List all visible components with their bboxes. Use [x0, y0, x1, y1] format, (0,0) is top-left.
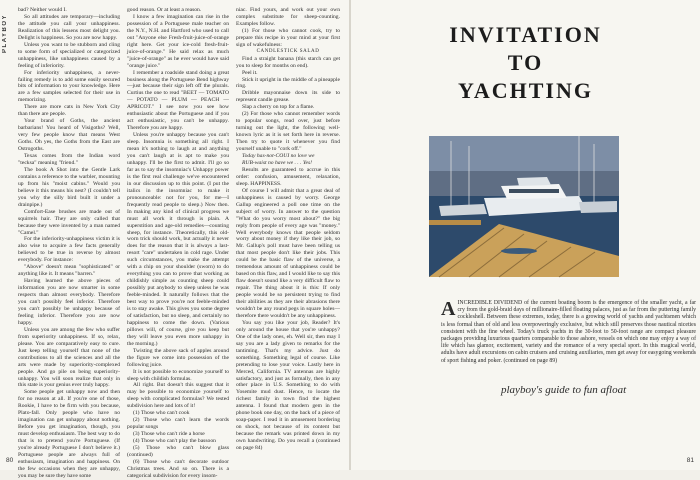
article-intro [441, 300, 696, 365]
paragraph: Slap a cherry on top for a flame. [242, 104, 315, 111]
drop-cap: A [441, 298, 456, 320]
paragraph: (1) For those who cannot cook, try to prepare this recipe in your mind at your first sign of wakefulness: [236, 27, 340, 48]
paragraph: Texas comes from the Indian word "tecksa" meaning "friend." [18, 153, 120, 166]
paragraph: Stick it upright in the middle of a pineapple ring. [236, 76, 340, 90]
article-title-line-1: INVITATION [449, 22, 602, 47]
paragraph: For inferiority unhappiness, a never-failing remedy is to add some easily secured bits of information to your knowledge. Here are a few samples selected for their use in memorizing. [18, 69, 120, 104]
paragraph: I remember a roadside stand doing a great business along the Portuguese Bend highway—just because their sign left off the plurals. Curtius the one to read "BEET — TOMATO — POTATO — PLUM — PEACH — APRICOT." I see now you see how enthusiastic about the Portuguese and if you act enthusiastic, you can't be unhappy. Therefore you are happy. [127, 69, 229, 132]
left-column-2 [127, 7, 229, 479]
paragraph: good reason. Or at least a reason. [127, 7, 202, 13]
paragraph: (2) For those who cannot remember words to popular songs, read over, just before turning out the light, the following well-known lyric as it is set forth here in reverse. Then try to quote it whenever you find yourself unable to "cork off." [236, 111, 340, 153]
paragraph: So all attitudes are temporary—including the attitude you call your unhappiness. Realization of this lessens most delight you. Delight is happiness. So you are now happy. [18, 13, 120, 41]
paragraph: Twisting the above sack of apples around the figure we come into possession of the following juice. [127, 347, 229, 368]
paragraph: Some people get unhappy now and then for no reason at all. If you're one of those, Rookie, I have to be firm with you because, Plato-fall. Only people who have no imagination can get unhappy about nothing. Before you get imagination, though, you must develop enthusiasm. The best way to do that is to pretend you're Portuguese. (If you're already Portuguese I don't believe it.) Portuguese people are always full of enthusiasm, imagination and happiness. On the few occasions when they are unhappy, you may be sure they have some [18, 389, 120, 479]
paragraph: There are more cats in New York City than there are people. [18, 104, 120, 118]
paragraph: All right. But doesn't this suggest that it may be possible to economize yourself to sleep with complicated formulas? We tested subdivision here and lots of it! [127, 382, 229, 410]
paragraph: Your brand of Goths, the ancient barbarians! You heard of Visigoths? Well, very few people know that means West Goths. Oh yes, the Goths from the East are Ostrogoths. [18, 118, 120, 153]
yacht-harbor-photo [429, 136, 619, 277]
page-number-right: 81 [686, 457, 694, 464]
right-page [351, 0, 700, 470]
left-page [0, 0, 349, 479]
list-item: (1) Those who can't cook [133, 410, 190, 417]
left-column-1 [18, 7, 120, 479]
paragraph: Of course I will admit that a great deal of unhappiness is caused by worry. George Gallup engineered a poll one time on the subject of worry. In answer to the question "What do you worry most about?" the big reply from people of every age was "money." Well everybody knows that people seldom worry about money if they like their job, so Mr. Gallup's poll must have been telling us that most people don't like their jobs. This could be the basic flaw of the universe, a tremendous amount of unhappiness could be based on this flaw, and I would like to say this flaw doesn't sound like a very difficult flaw to repair. The thing about it is this: If only people would be so persistent trying to find their abilities as they are their abrasions there wouldn't be any round pegs in square holes—therefore there wouldn't be any unhappiness. [236, 187, 340, 319]
paragraph: niac. Find yours, and work out your own complex substitute for sheep-counting. Examples follow. [236, 7, 340, 27]
paragraph: "Above" doesn't mean "sophisticated" or anything like it. It means "barren." [18, 264, 120, 278]
paragraph: Unless you want to be stubborn and cling to some form of specialized or categorized unhappiness, like unhappiness caused by a feeling of inferiority. [18, 41, 120, 69]
left-column-3 [236, 7, 340, 455]
lyric-line: Today has-not-COUI no love we [242, 153, 315, 160]
paragraph: Dribble mayonnaise down its side to represent candle grease. [236, 90, 340, 104]
paragraph: Comfort-Ease brushes are made out of squirrels hair. They are only called that because they were invented by a man named "Camel." [18, 208, 120, 236]
paragraph: Having learned the above pieces of information you are now smarter in some respects than almost everybody. Therefore you can't possibly feel inferior. Therefore you can't possibly be unhappy because of feeling inferior. Therefore you are now happy. [18, 278, 120, 326]
magazine-vertical-label: PLAYBOY [2, 14, 8, 53]
list-item: (5) Those who can't blow glass (continued) [127, 445, 229, 458]
list-item: (4) Those who can't play the bassoon [133, 438, 216, 445]
list-item: (2) Those who can't learn the words popular songs [127, 417, 229, 431]
article-title-line-2: TO [507, 50, 544, 75]
article-body-text: INCREDIBLE DIVIDEND of the current boating boom is the emergence of the smaller yacht, a far cry from the gold-braid days of millionaire-filled floating palaces, just as far from the puttering family cockleshell. Between these extremes, today, there is a growing world of yachts and yachtsmen which is less formal than of old and less overpoweringly exclusive, but which still preserves those nautical niceties consistent with the fine wheel. Today's truck yachts in the 30-foot to 50-foot range are compact pleasure packages providing luxurious quarters comparable to those ashore, vessels on which one may enjoy a way of life which has glamor, excitement, variety and the romance of a very special sport. In this magical world, adults have adult excursions on cabin cruisers and cruising auxiliaries, men get away for easygoing weekends of sport fishing and poker. [441, 300, 696, 364]
paragraph: Peel it. [242, 69, 258, 76]
paragraph: Unless you are among the few who suffer from superiority unhappiness. If so, relax, please. You are comparatively easy to cure. Just keep telling yourself that none of the contributions to all the sciences and all the arts were made by superiority-complexed people. And go pile on being superiority-unhappy. You will soon realize that only in this state is your genius ever truly happy. [18, 326, 120, 389]
recipe-heading: CANDLESTICK SALAD [256, 48, 320, 54]
paragraph: For the inferiority-unhappiness victim it is also wise to acquire a few facts generally believed to be true in reverse by almost everybody. For instance: [18, 236, 120, 264]
paragraph: You say you like your job, Reader? It's only around the house that you're unhappy? One of the lady ones, eh. Well sir, then may I say you are a lady given to remarks for the tantiming. That's my advice. Just do something. Something legal of course. Like pretending to lose your voice. Lastly here in Merced, California. TV antennas are highly satisfactory, and just as formally, then in any other place in U.S. Something to do with Yosemite mud dust. Hence, to locate the richest family in town find the highest antenna. I found that modern gem in the phone book one day, on the back of a piece of soap-paper. I read it in amusement bordering on shock, not because of its content but because the remark was printed down in my own handwriting. Do you recall a (continued on page 84) [236, 319, 340, 452]
page-number-left: 80 [6, 457, 14, 464]
continued-note: (continued on page 89) [503, 357, 558, 364]
yacht-harbor-illustration [429, 136, 619, 277]
paragraph: Results are guaranteed to accrue in this order: confusion, amusement, relaxation, sleep. HAPPINESS. [236, 166, 340, 187]
list-item: (6) Those who can't decorate outdoor Christmas trees. And so on. There is a categorical subdivision for every insom- [127, 458, 229, 479]
article-title-line-3: YACHTING [458, 78, 593, 103]
paragraph: I know a few imagination can rise in the possession of a Portuguese male teacher on the N.Y., N.H. and Hartford who used to call out "Anyone else Fresh-fruit-juice-of-orange right here. Get your ice-cold fresh-fruit-juice-of-orange." He said relax as much "juice-of-orange" as he ever would have said "orange juice." [127, 13, 229, 69]
lyric-line: RUB-waist no have we . . . Yes! [242, 159, 313, 166]
paragraph: bad? Neither would I. [18, 7, 67, 13]
paragraph: Unless you're unhappy because you can't sleep. Insomnia is something all right. I mean it's nothing to laugh at and anything you can't laugh at is apt to make you unhappy. I'll be the first to admit. I'll go so far as to say the insomniac's Unhappy power is the first real challenge we've encountered in our discussion up to this point. (I put the italics in the insomniac to make it pronounceable: not for you, for me—I frequently read people to sleep.) Now then. In making any kind of clinical progress we must all work it through is plain. A superstition and age-old remedies—counting sheep, for instance. Theoretically, this old-worn trick should work, but actually it never does for the reason that it is always a last-resort "care" undertaken in cold rage. Under such circumstances, you make the attempt with a chip on your shoulder (sworn) to do everything you can to prove that working as childishly simple as counting sheep could possibly put anybody to sleep unless he was feeble-minded. It naturally follows that the best way to prove you're not feeble-minded is to stay awake. This gives you some degree of satisfaction, but no sleep, and certainly no happiness to come the down. (Various pillows will, of course, give you keep but they will leave you even more unhappy in the morning.) [127, 132, 229, 347]
paragraph: Find a straight banana (this starch can get you to sleep for months on end). [236, 55, 340, 69]
paragraph: It is not possible to economize yourself to sleep with childish formulas. [127, 368, 229, 382]
article-subtitle: playboy's guide to fun afloat [501, 384, 627, 396]
paragraph: The book A Shot into the Gentle Lark contains a reference to the warbler, mounting up from his "moist cabins." Would you believe it this means his nest? (I couldn't tell you why the silly bird built it under a drainpipe.) [18, 166, 120, 208]
list-item: (3) Those who can't ride a horse [133, 431, 205, 438]
